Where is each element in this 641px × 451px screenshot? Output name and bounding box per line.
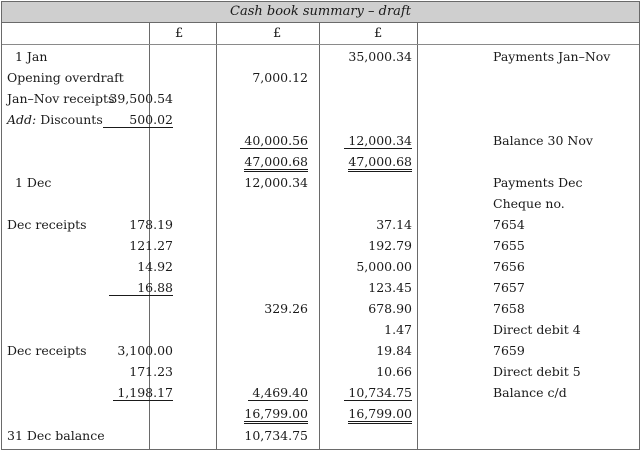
row-label-prefix: Add: bbox=[7, 112, 37, 127]
payments-value: 10,734.75 bbox=[344, 385, 412, 401]
currency-header-3: £ bbox=[374, 26, 383, 41]
row-label: 1 Jan bbox=[15, 49, 48, 64]
total-value: 12,000.34 bbox=[244, 175, 308, 190]
receipt-value: 16.88 bbox=[109, 280, 173, 296]
table-row bbox=[2, 340, 639, 361]
table-row bbox=[2, 130, 639, 151]
row-label: 1 Dec bbox=[15, 175, 52, 190]
table-row bbox=[2, 256, 639, 277]
row-label: Dec receipts bbox=[7, 343, 87, 358]
payments-value: 192.79 bbox=[368, 238, 412, 253]
payments-value: 678.90 bbox=[368, 301, 412, 316]
receipt-value: 121.27 bbox=[129, 238, 173, 253]
row-label: Dec receipts bbox=[7, 217, 87, 232]
payments-value: 12,000.34 bbox=[344, 133, 412, 149]
row-description: 7656 bbox=[493, 259, 525, 274]
payments-value: 10.66 bbox=[376, 364, 412, 379]
row-description: Balance 30 Nov bbox=[493, 133, 593, 148]
receipt-value: 3,100.00 bbox=[117, 343, 173, 358]
payments-value: 35,000.34 bbox=[348, 49, 412, 64]
receipt-value: 1,198.17 bbox=[113, 385, 173, 401]
row-label: 31 Dec balance bbox=[7, 428, 105, 443]
table-title: Cash book summary – draft bbox=[230, 4, 411, 19]
total-value: 16,799.00 bbox=[244, 406, 308, 424]
table-row bbox=[2, 193, 639, 214]
table-row bbox=[2, 109, 639, 130]
title-bar bbox=[2, 2, 639, 23]
table-row bbox=[2, 277, 639, 298]
row-description: 7658 bbox=[493, 301, 525, 316]
row-description: Direct debit 4 bbox=[493, 322, 581, 337]
payments-value: 1.47 bbox=[384, 322, 412, 337]
total-value: 10,734.75 bbox=[244, 428, 308, 443]
total-value: 47,000.68 bbox=[244, 154, 308, 172]
receipt-value: 39,500.54 bbox=[109, 91, 173, 106]
table-row bbox=[2, 46, 639, 67]
table-row bbox=[2, 214, 639, 235]
row-description: 7657 bbox=[493, 280, 525, 295]
table-row bbox=[2, 382, 639, 403]
payments-value: 5,000.00 bbox=[356, 259, 412, 274]
total-value: 4,469.40 bbox=[248, 385, 308, 401]
table-row bbox=[2, 403, 639, 424]
payments-value: 47,000.68 bbox=[348, 154, 412, 172]
row-description: 7654 bbox=[493, 217, 525, 232]
row-description: Balance c/d bbox=[493, 385, 567, 400]
row-description: Payments Dec bbox=[493, 175, 583, 190]
currency-header-2: £ bbox=[273, 26, 282, 41]
cash-book-table bbox=[1, 1, 640, 450]
table-row bbox=[2, 361, 639, 382]
row-label bbox=[7, 112, 103, 127]
header-divider bbox=[2, 44, 639, 45]
receipt-value: 178.19 bbox=[129, 217, 173, 232]
table-row bbox=[2, 67, 639, 88]
row-label: Jan–Nov receipts bbox=[7, 91, 115, 106]
row-label: Opening overdraft bbox=[7, 70, 124, 85]
table-row bbox=[2, 235, 639, 256]
table-row bbox=[2, 425, 639, 446]
row-label-text: Discounts bbox=[40, 112, 103, 127]
table-row bbox=[2, 298, 639, 319]
table-row bbox=[2, 319, 639, 340]
row-description: 7655 bbox=[493, 238, 525, 253]
total-value: 7,000.12 bbox=[252, 70, 308, 85]
receipt-value: 14.92 bbox=[137, 259, 173, 274]
table-row bbox=[2, 151, 639, 172]
table-row bbox=[2, 172, 639, 193]
payments-value: 37.14 bbox=[376, 217, 412, 232]
row-description: Cheque no. bbox=[493, 196, 565, 211]
row-description: Direct debit 5 bbox=[493, 364, 581, 379]
payments-value: 16,799.00 bbox=[348, 406, 412, 424]
table-row bbox=[2, 88, 639, 109]
row-description: 7659 bbox=[493, 343, 525, 358]
receipt-value: 500.02 bbox=[103, 112, 173, 128]
payments-value: 19.84 bbox=[376, 343, 412, 358]
payments-value: 123.45 bbox=[368, 280, 412, 295]
row-description: Payments Jan–Nov bbox=[493, 49, 611, 64]
receipt-value: 171.23 bbox=[129, 364, 173, 379]
total-value: 329.26 bbox=[264, 301, 308, 316]
currency-header-1: £ bbox=[175, 26, 184, 41]
total-value: 40,000.56 bbox=[240, 133, 308, 149]
